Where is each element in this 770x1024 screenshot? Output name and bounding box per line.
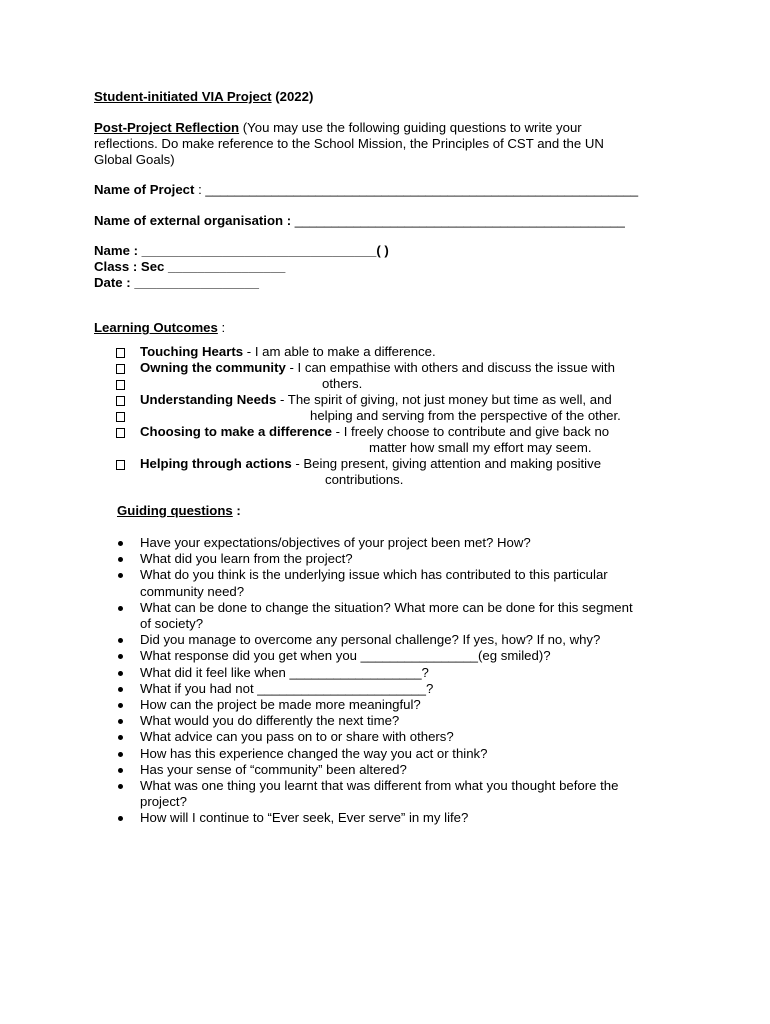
- bullet-icon: [118, 606, 123, 611]
- bullet-icon: [118, 557, 123, 562]
- outcome-title: Choosing to make a difference: [140, 424, 332, 439]
- outcome-item: [140, 344, 436, 360]
- guiding-question: How will I continue to “Ever seek, Ever serve” in my life?: [140, 810, 469, 826]
- guiding-question: What advice can you pass on to or share with others?: [140, 729, 454, 745]
- guiding-question: What did it feel like when __________________?: [140, 664, 429, 680]
- outcome-title: Helping through actions: [140, 456, 292, 471]
- field-project-blank[interactable]: : ___________________________________________________________: [194, 182, 639, 197]
- outcome-sep: -: [276, 392, 288, 407]
- reflection-intro-line1: [94, 120, 582, 136]
- outcome-description-cont: helping and serving from the perspective of the other.: [310, 408, 621, 423]
- guiding-questions-heading: [117, 503, 241, 519]
- outcome-sep: -: [285, 360, 298, 375]
- checkbox-icon[interactable]: [116, 380, 125, 390]
- bullet-icon: [118, 541, 123, 546]
- bullet-icon: [118, 573, 123, 578]
- field-class-label: Class : Sec: [94, 259, 169, 274]
- checkbox-icon[interactable]: [116, 364, 125, 374]
- guiding-question: How can the project be made more meaningful?: [140, 697, 421, 712]
- checkbox-icon[interactable]: [116, 396, 125, 406]
- reflection-intro-line2: reflections. Do make reference to the School Mission, the Principles of CST and the UN: [94, 136, 604, 151]
- field-name: [94, 243, 389, 259]
- outcome-title: Owning the community: [140, 360, 286, 375]
- bullet-icon: [118, 638, 123, 643]
- bullet-icon: [118, 671, 123, 676]
- outcome-item: [140, 360, 615, 376]
- bullet-icon: [118, 654, 123, 659]
- checkbox-icon[interactable]: [116, 412, 125, 422]
- guiding-question-cont: project?: [140, 794, 187, 810]
- guiding-question: Did you manage to overcome any personal challenge? If yes, how? If no, why?: [140, 632, 601, 648]
- bullet-icon: [118, 784, 123, 789]
- guiding-question: What did you learn from the project?: [140, 551, 353, 567]
- field-class: [94, 259, 285, 275]
- outcome-item: [140, 424, 609, 440]
- learning-outcomes-heading: [94, 320, 225, 336]
- bullet-icon: [118, 687, 123, 692]
- outcome-sep: -: [243, 344, 255, 359]
- reflection-intro-text1: (You may use the following guiding questions to write your: [242, 120, 582, 135]
- guiding-question-cont: of society?: [140, 616, 204, 631]
- reflection-intro-line3: Global Goals): [94, 152, 175, 167]
- guiding-question: Has your sense of “community” been altered?: [140, 761, 407, 777]
- outcome-sep: -: [332, 424, 344, 439]
- bullet-icon: [118, 768, 123, 773]
- bullet-icon: [118, 752, 123, 757]
- outcome-description: The spirit of giving, not just money but time as well, and: [287, 392, 612, 407]
- outcome-item: [140, 456, 601, 472]
- guiding-question: Have your expectations/objectives of your project been met? How?: [140, 535, 531, 550]
- outcome-description: I am able to make a difference.: [254, 344, 436, 359]
- field-date: [94, 275, 259, 291]
- outcome-description: I can empathise with others and discuss the issue with: [297, 360, 615, 375]
- bullet-icon: [118, 735, 123, 740]
- guiding-question: What would you do differently the next time?: [140, 713, 400, 729]
- guiding-question: What do you think is the underlying issue which has contributed to this particular: [140, 567, 608, 583]
- field-organisation-blank[interactable]: _____________________________________________: [291, 213, 625, 228]
- checkbox-icon[interactable]: [116, 348, 125, 358]
- guiding-question: What if you had not _______________________?: [140, 680, 434, 696]
- bullet-icon: [118, 816, 123, 821]
- checkbox-icon[interactable]: [116, 428, 125, 438]
- bullet-icon: [118, 719, 123, 724]
- field-name-label: Name :: [94, 243, 142, 258]
- guiding-heading-text: Guiding questions: [117, 503, 233, 518]
- outcome-description-cont: others.: [322, 376, 363, 391]
- bullet-icon: [118, 703, 123, 708]
- field-name-blank[interactable]: ________________________________( ): [141, 243, 389, 258]
- outcome-title: Touching Hearts: [140, 344, 244, 359]
- field-project-name: [94, 182, 638, 198]
- learning-outcomes-heading-text: Learning Outcomes: [94, 320, 218, 335]
- field-organisation-label: Name of external organisation :: [94, 213, 292, 228]
- guiding-question: What can be done to change the situation? What more can be done for this segment: [140, 599, 633, 615]
- reflection-heading: Post-Project Reflection: [94, 120, 240, 135]
- outcome-description-cont: matter how small my effort may seem.: [369, 440, 592, 455]
- outcome-description: Being present, giving attention and making positive: [303, 456, 602, 471]
- outcome-sep: -: [291, 456, 304, 471]
- checkbox-icon[interactable]: [116, 460, 125, 470]
- field-class-blank[interactable]: ________________: [168, 259, 286, 274]
- guiding-question: How has this experience changed the way you act or think?: [140, 745, 488, 761]
- field-date-blank[interactable]: _________________: [134, 275, 259, 290]
- field-organisation: [94, 213, 625, 229]
- outcome-item: [140, 392, 612, 408]
- document-title: [94, 89, 313, 105]
- outcome-description-cont: contributions.: [325, 472, 404, 487]
- guiding-question: What was one thing you learnt that was different from what you thought before the: [140, 778, 619, 793]
- field-date-label: Date :: [94, 275, 135, 290]
- guiding-question-cont: community need?: [140, 583, 245, 599]
- outcome-description: I freely choose to contribute and give back no: [343, 424, 610, 439]
- outcome-title: Understanding Needs: [140, 392, 277, 407]
- title-text: Student-initiated VIA Project: [94, 89, 272, 104]
- learning-outcomes-colon: :: [217, 320, 226, 335]
- field-project-label: Name of Project: [94, 182, 195, 197]
- guiding-heading-colon: :: [232, 503, 241, 518]
- title-year: (2022): [275, 89, 314, 104]
- guiding-question: What response did you get when you ________________(eg smiled)?: [140, 648, 551, 664]
